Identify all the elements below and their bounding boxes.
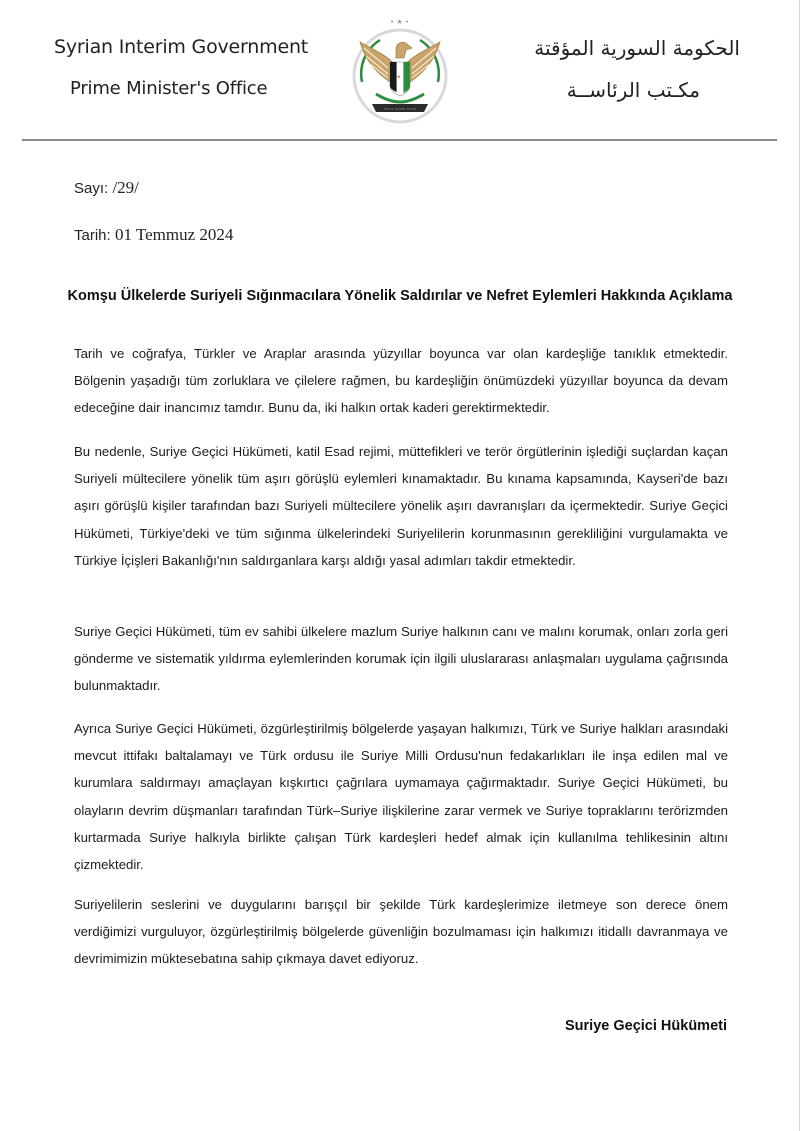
organization-name-en: Syrian Interim Government (54, 36, 309, 58)
signature: Suriye Geçici Hükümeti (565, 1018, 727, 1034)
paragraph-5: Suriyelilerin seslerini ve duygularını barışçıl bir şekilde Türk kardeşlerimize iletmeye son derece önem verdiğimizi vurguluyor, özgürleştirilmiş bölgelerde güvenliğin bozulmaması için halkımızı itidallı davranmaya ve devrimimizin müktesebatına sahip çıkmaya davet ediyoruz. (74, 897, 728, 967)
document-title: Komşu Ülkelerde Suriyeli Sığınmacılara Yönelik Saldırılar ve Nefret Eylemleri Hakkında Açıklama (67, 288, 733, 304)
document-number-label: Sayı: (74, 180, 109, 197)
document-date (74, 225, 233, 245)
header-divider (22, 139, 777, 141)
office-name-ar: مكـتب الرئاســة (566, 78, 700, 102)
svg-text:• ★ •: • ★ • (390, 18, 409, 26)
letterhead (0, 0, 800, 140)
svg-text:★: ★ (397, 74, 401, 79)
svg-text:~~~ ~~~ ~~~: ~~~ ~~~ ~~~ (383, 106, 417, 112)
organization-name-ar: الحكومة السورية المؤقتة (534, 36, 740, 60)
document-number-value: /29/ (112, 178, 139, 197)
document-date-label: Tarih: (74, 227, 111, 244)
paragraph-1: Tarih ve coğrafya, Türkler ve Araplar arasında yüzyıllar boyunca var olan kardeşliğe tanıklık etmektedir. Bölgenin yaşadığı tüm zorluklara ve çilelere rağmen, bu kardeşliğin önümüzdeki yüzyıllar boyunca da devam edeceğine dair inancımız tamdır. Bunu da, iki halkın ortak kaderi gerektirmektedir. (74, 346, 728, 416)
document-date-value: 01 Temmuz 2024 (114, 225, 234, 244)
paragraph-4: Ayrıca Suriye Geçici Hükümeti, özgürleştirilmiş bölgelerde yaşayan halkımızı, Türk ve Suriye halkları arasındaki mevcut ittifakı baltalamayı ve Türk ordusu ile Suriye Milli Ordusu'nun fedakarlıkları ile inşa edilen mal ve kurumlara saldırmayı amaçlayan kışkırtıcı çağrılara uymamaya çağırmaktadır. Suriye Geçici Hükümeti, bu olayların devrim düşmanları tarafından Türk–Suriye ilişkilerine zarar vermek ve Suriye topraklarını terörizmden kurtarmada Suriye halkıyla birlikte çalışan Türk kardeşleri hedef almak için kullanılma tehlikesinin altını çizmektedir. (74, 721, 728, 873)
document-number (74, 178, 139, 198)
paragraph-2: Bu nedenle, Suriye Geçici Hükümeti, katil Esad rejimi, müttefikleri ve terör örgütlerinin işlediği suçlardan kaçan Suriyeli mültecilere yönelik tüm aşırı görüşlü eylemleri kınamaktadır. Bu kınama kapsamında, Kayseri'de bazı aşırı görüşlü kişiler tarafından bazı Suriyeli mültecilere yönelik aşırı davranışları da içermektedir. Suriye Geçici Hükümeti, Türkiye'deki ve tüm sığınma ülkelerindeki Suriyelilerin korunmasının gerekliliğini vurgulamakta ve Türkiye İçişleri Bakanlığı'nın saldırganlara karşı aldığı yasal adımları takdir etmektedir. (74, 444, 728, 568)
office-name-en: Prime Minister's Office (70, 78, 268, 99)
eagle-emblem-icon (350, 12, 450, 130)
paragraph-3: Suriye Geçici Hükümeti, tüm ev sahibi ülkelere mazlum Suriye halkının canı ve malını korumak, onları zorla geri gönderme ve sistematik yıldırma eylemlerinden korumak için ilgili uluslararası anlaşmaları uygulama çağrısında bulunmaktadır. (74, 624, 728, 694)
